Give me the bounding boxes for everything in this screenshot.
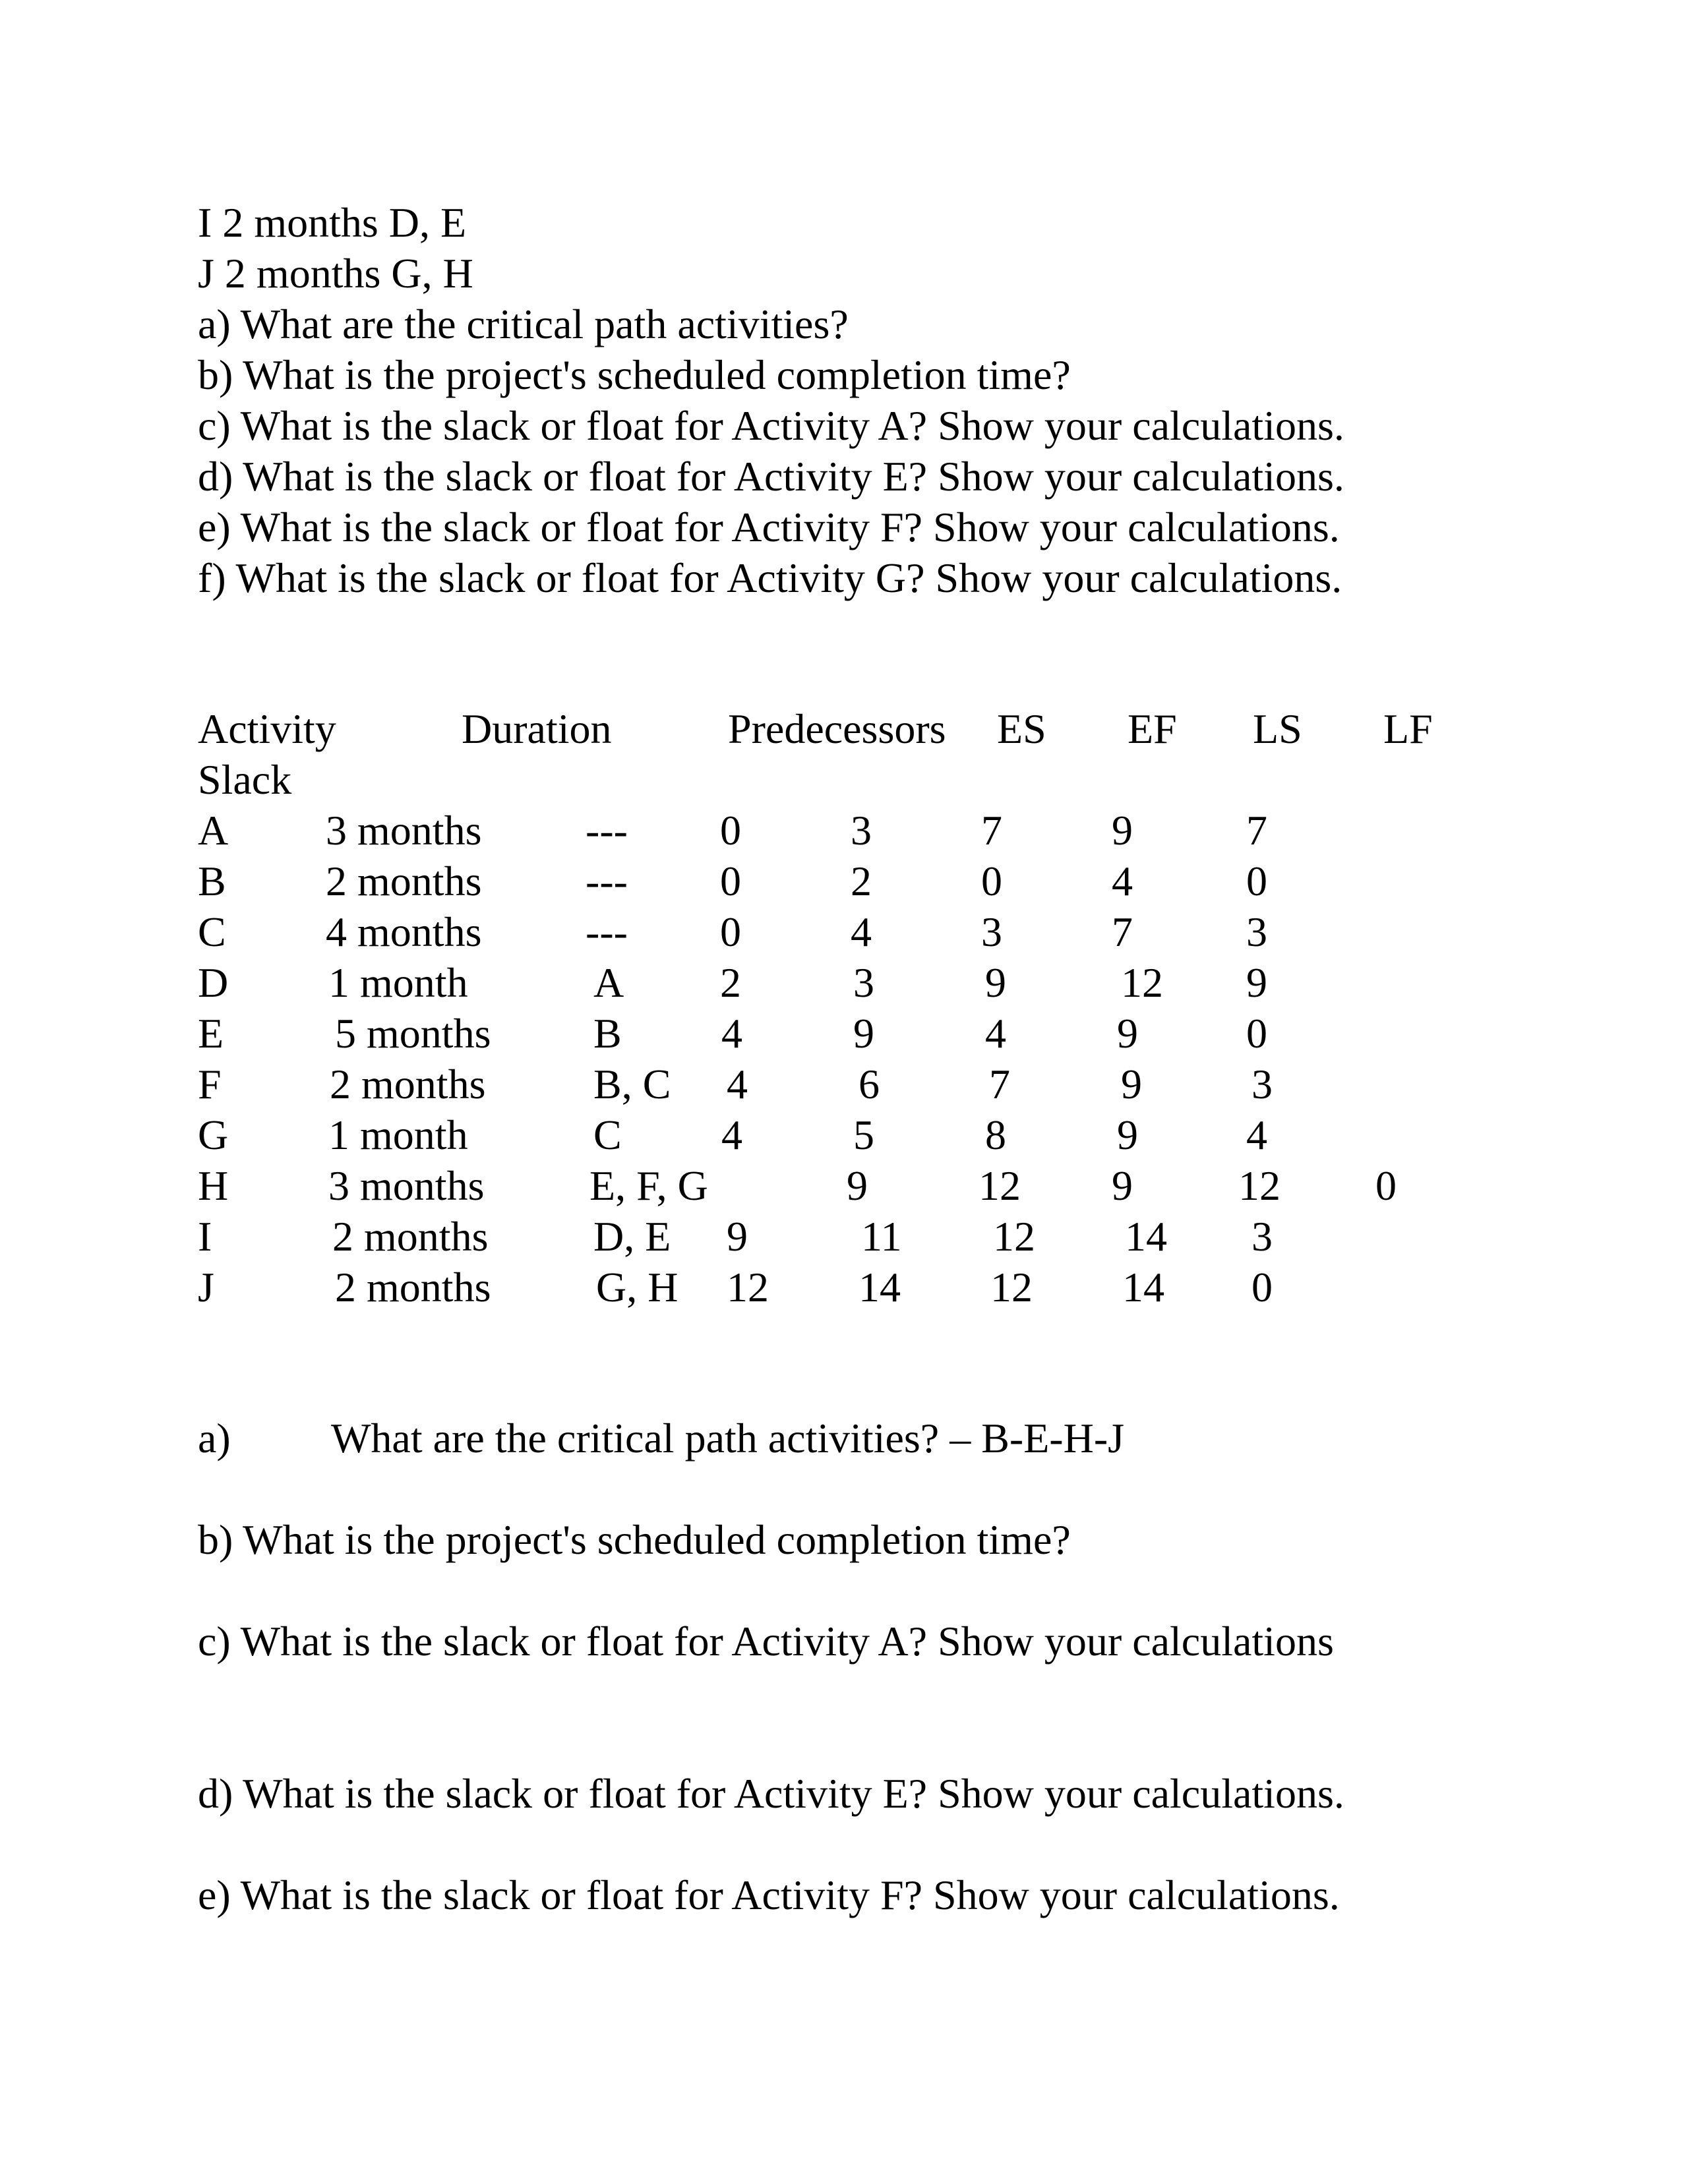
table-row-i-duration: 2 months	[332, 1213, 489, 1260]
table-row-e-pred: B	[593, 1010, 622, 1057]
table-row-g-c3: 8	[985, 1111, 1006, 1158]
table-row-i-pred: D, E	[593, 1213, 671, 1260]
table-row-j-duration: 2 months	[335, 1264, 491, 1311]
table-row-i-activity: I	[198, 1213, 212, 1260]
table-row-j-c4: 14	[1122, 1264, 1164, 1311]
table-row-f-c1: 4	[727, 1061, 748, 1107]
question-d: d) What is the slack or float for Activity E? Show your calculations.	[198, 453, 1344, 500]
table-row-a-pred: ---	[586, 807, 628, 854]
table-row-h-c4: 9	[1112, 1162, 1133, 1209]
intro-line-1: I 2 months D, E	[198, 199, 467, 246]
table-row-a-c2: 3	[851, 807, 872, 854]
table-row-j-activity: J	[198, 1264, 214, 1311]
question-a: a) What are the critical path activities?	[198, 301, 849, 347]
table-row-e-duration: 5 months	[335, 1010, 491, 1057]
table-row-a-c1: 0	[720, 807, 741, 854]
table-row-j-c5: 0	[1251, 1264, 1273, 1311]
table-row-d-activity: D	[198, 959, 229, 1006]
table-row-b-c1: 0	[720, 858, 741, 904]
answer-a-label: a)	[198, 1415, 231, 1461]
table-row-b-duration: 2 months	[326, 858, 482, 904]
table-row-a-activity: A	[198, 807, 229, 854]
table-row-c-c2: 4	[851, 908, 872, 955]
header-es: ES	[997, 705, 1046, 752]
header-ls: LS	[1253, 705, 1302, 752]
table-row-i-c2: 11	[861, 1213, 902, 1260]
table-row-b-c3: 0	[981, 858, 1002, 904]
table-row-c-c1: 0	[720, 908, 741, 955]
header-duration: Duration	[462, 705, 612, 752]
table-row-e-c3: 4	[985, 1010, 1006, 1057]
table-row-h-c3: 12	[979, 1162, 1021, 1209]
table-row-c-c3: 3	[981, 908, 1002, 955]
table-row-d-c4: 12	[1121, 959, 1163, 1006]
table-row-f-c2: 6	[859, 1061, 880, 1107]
table-row-f-c3: 7	[989, 1061, 1010, 1107]
table-row-a-c5: 7	[1246, 807, 1267, 854]
question-b: b) What is the project's scheduled completion time?	[198, 351, 1071, 398]
table-row-a-duration: 3 months	[326, 807, 482, 854]
table-row-h-pred: E, F, G	[589, 1162, 708, 1209]
table-row-e-c5: 0	[1246, 1010, 1267, 1057]
table-row-h-c2: 9	[847, 1162, 868, 1209]
table-row-i-c5: 3	[1251, 1213, 1273, 1260]
table-row-e-c1: 4	[721, 1010, 742, 1057]
table-row-i-c3: 12	[993, 1213, 1035, 1260]
table-row-b-c5: 0	[1246, 858, 1267, 904]
header-activity: Activity	[198, 705, 336, 752]
table-row-e-c4: 9	[1117, 1010, 1138, 1057]
answer-d-text: d) What is the slack or float for Activity E? Show your calculations.	[198, 1770, 1344, 1817]
table-row-j-pred: G, H	[596, 1264, 678, 1311]
table-row-e-activity: E	[198, 1010, 224, 1057]
table-row-h-c6: 0	[1375, 1162, 1397, 1209]
table-row-a-c3: 7	[981, 807, 1002, 854]
table-row-d-c1: 2	[720, 959, 741, 1006]
table-row-c-duration: 4 months	[326, 908, 482, 955]
table-row-f-pred: B, C	[593, 1061, 671, 1107]
table-row-d-pred: A	[593, 959, 624, 1006]
question-c: c) What is the slack or float for Activity A? Show your calculations.	[198, 402, 1344, 449]
table-row-h-c5: 12	[1238, 1162, 1281, 1209]
table-row-j-c1: 12	[727, 1264, 769, 1311]
table-row-b-c2: 2	[851, 858, 872, 904]
table-row-g-c2: 5	[853, 1111, 874, 1158]
header-slack: Slack	[198, 756, 292, 803]
table-row-g-c4: 9	[1117, 1111, 1138, 1158]
table-row-g-c5: 4	[1246, 1111, 1267, 1158]
answer-c-text: c) What is the slack or float for Activity A? Show your calculations	[198, 1618, 1334, 1665]
table-row-g-activity: G	[198, 1111, 229, 1158]
table-row-a-c4: 9	[1112, 807, 1133, 854]
table-row-g-c1: 4	[721, 1111, 742, 1158]
table-row-d-c2: 3	[853, 959, 874, 1006]
table-row-d-duration: 1 month	[328, 959, 468, 1006]
header-predecessors: Predecessors	[728, 705, 946, 752]
table-row-g-pred: C	[593, 1111, 622, 1158]
table-row-f-c5: 3	[1251, 1061, 1273, 1107]
table-row-h-activity: H	[198, 1162, 229, 1209]
header-lf: LF	[1383, 705, 1433, 752]
answer-e-text: e) What is the slack or float for Activity F? Show your calculations.	[198, 1872, 1340, 1918]
table-row-b-activity: B	[198, 858, 226, 904]
table-row-b-c4: 4	[1112, 858, 1133, 904]
table-row-f-c4: 9	[1121, 1061, 1142, 1107]
table-row-i-c4: 14	[1125, 1213, 1167, 1260]
table-row-j-c3: 12	[990, 1264, 1033, 1311]
table-row-j-c2: 14	[859, 1264, 901, 1311]
table-row-c-pred: ---	[586, 908, 628, 955]
table-row-b-pred: ---	[586, 858, 628, 904]
table-row-h-duration: 3 months	[328, 1162, 485, 1209]
answer-a-text: What are the critical path activities? – B-E-H-J	[331, 1415, 1125, 1461]
table-row-g-duration: 1 month	[328, 1111, 468, 1158]
table-row-f-activity: F	[198, 1061, 222, 1107]
table-row-d-c3: 9	[985, 959, 1006, 1006]
intro-line-2: J 2 months G, H	[198, 250, 473, 297]
header-ef: EF	[1128, 705, 1177, 752]
question-e: e) What is the slack or float for Activity F? Show your calculations.	[198, 504, 1340, 550]
answer-b-text: b) What is the project's scheduled completion time?	[198, 1516, 1071, 1563]
table-row-i-c1: 9	[727, 1213, 748, 1260]
table-row-c-c5: 3	[1246, 908, 1267, 955]
table-row-c-c4: 7	[1112, 908, 1133, 955]
question-f: f) What is the slack or float for Activity G? Show your calculations.	[198, 554, 1342, 601]
table-row-f-duration: 2 months	[330, 1061, 486, 1107]
table-row-e-c2: 9	[853, 1010, 874, 1057]
table-row-d-c5: 9	[1246, 959, 1267, 1006]
table-row-c-activity: C	[198, 908, 226, 955]
